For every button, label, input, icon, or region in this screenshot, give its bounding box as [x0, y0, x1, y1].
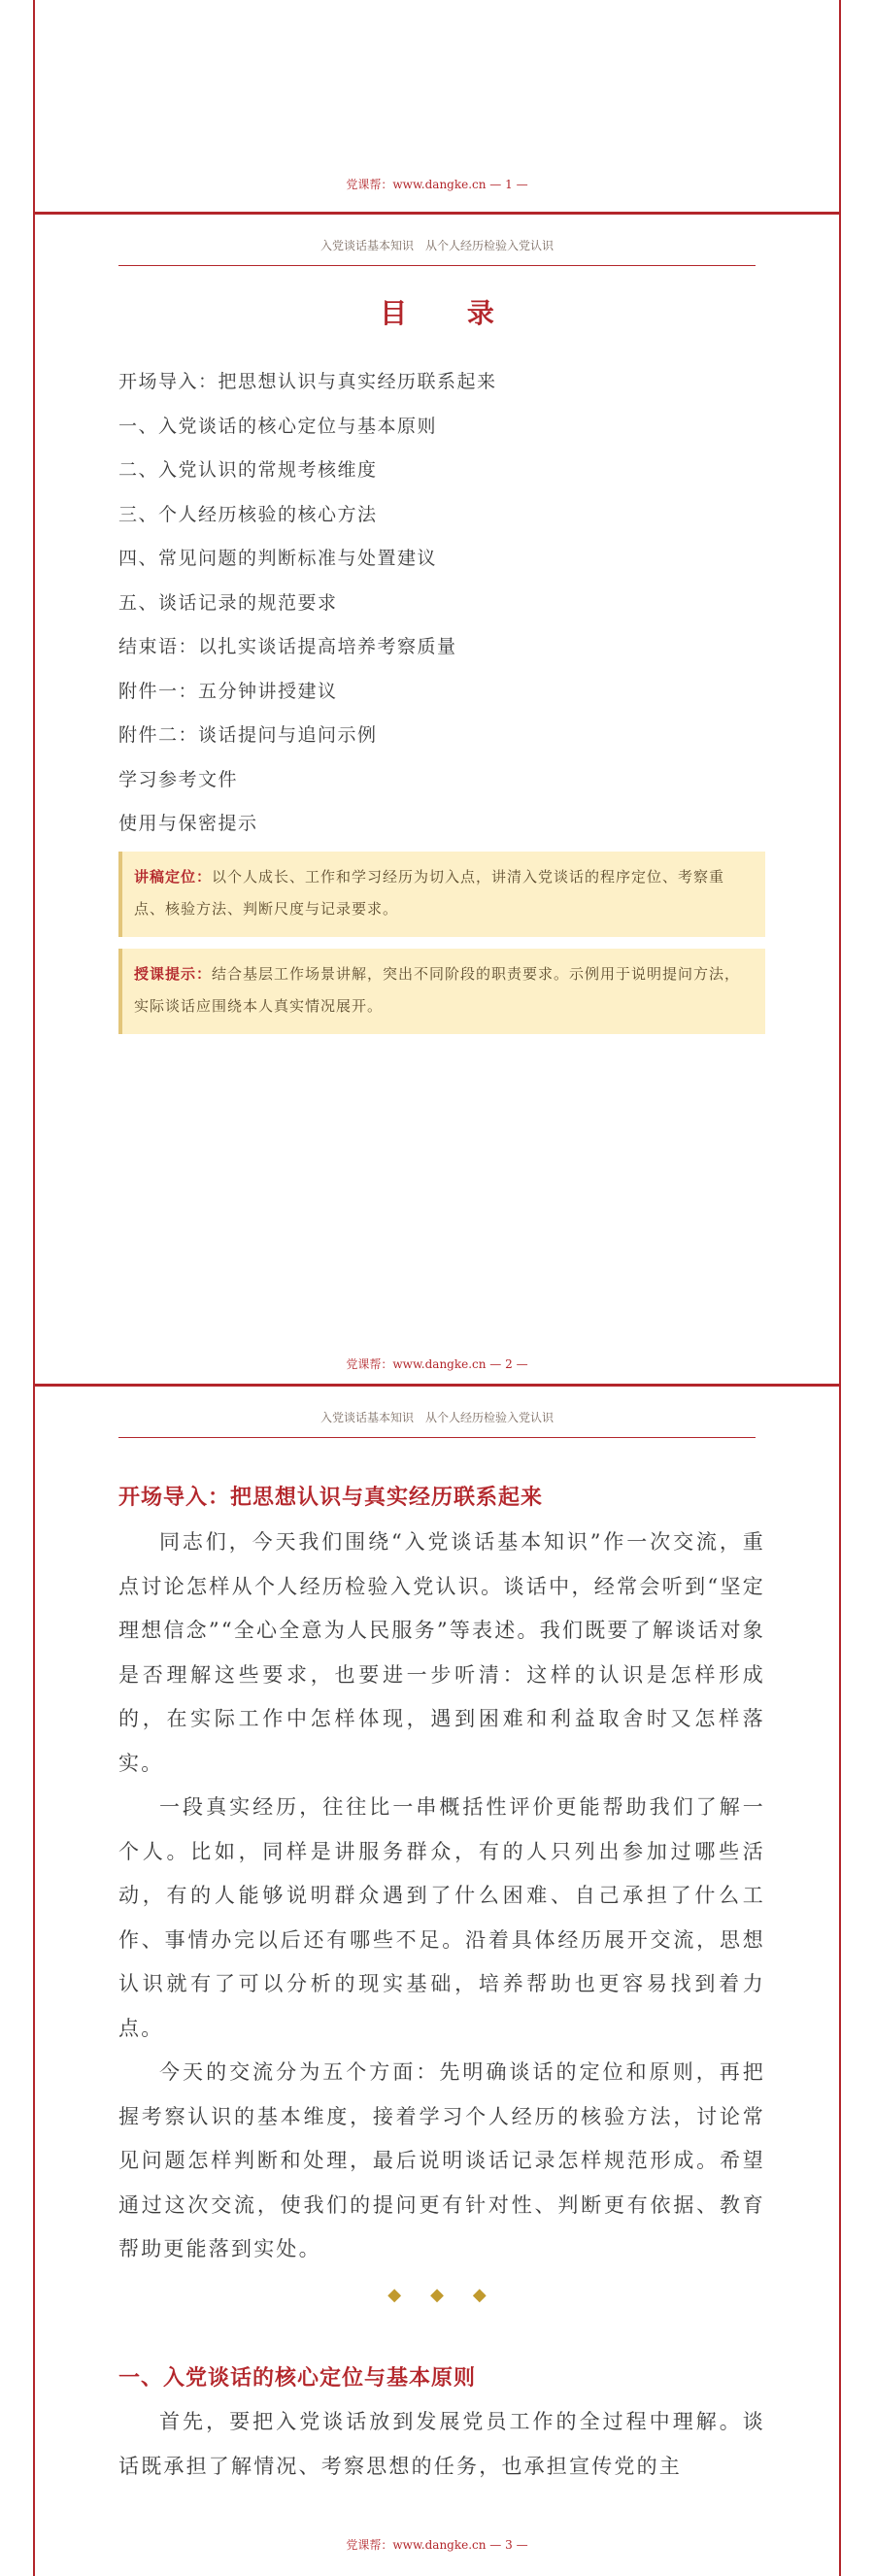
note-label: 授课提示： [134, 965, 213, 983]
paragraph: 首先，要把入党谈话放到发展党员工作的全过程中理解。谈话既承担了解情况、考察思想的任务，也承担宣传党的主 [118, 2410, 765, 2478]
toc-item[interactable]: 一、入党谈话的核心定位与基本原则 [118, 415, 438, 437]
note-text: 结合基层工作场景讲解，突出不同阶段的职责要求。示例用于说明提问方法，实际谈话应围绕本人真实情况展开。 [134, 965, 741, 1015]
toc-item[interactable]: 三、个人经历核验的核心方法 [118, 503, 378, 525]
toc-item[interactable]: 附件二：谈话提问与追问示例 [118, 724, 378, 746]
note-text: 以个人成长、工作和学习经历为切入点，讲清入党谈话的程序定位、考察重点、核验方法、判断尺度与记录要求。 [134, 868, 725, 918]
page-2 [33, 212, 841, 1384]
paragraph: 今天的交流分为五个方面：先明确谈话的定位和原则，再把握考察认识的基本维度，接着学习个人经历的核验方法，讨论常见问题怎样判断和处理，最后说明谈话记录怎样规范形成。希望通过这次交流，使我们的提问更有针对性、判断更有依据、教育帮助更能落到实处。 [118, 2060, 765, 2260]
toc-list [118, 360, 497, 847]
toc-item[interactable]: 二、入党认识的常规考核维度 [118, 459, 378, 481]
section-heading: 开场导入：把思想认识与真实经历联系起来 [118, 1485, 544, 1510]
positioning-note [118, 852, 765, 937]
body-text [118, 2400, 765, 2489]
toc-item[interactable]: 学习参考文件 [118, 768, 239, 790]
page-3 [33, 1384, 841, 2576]
page-1 [33, 0, 841, 212]
toc-item[interactable]: 结束语：以扎实谈话提高培养考察质量 [118, 636, 457, 657]
toc-title: 目 录 [380, 297, 520, 329]
toc-item[interactable]: 五、谈话记录的规范要求 [118, 591, 338, 614]
toc-item[interactable]: 使用与保密提示 [118, 813, 258, 834]
running-head: 入党谈话基本知识 从个人经历检验入党认识 [118, 237, 756, 266]
page-footer: 党课帮：www.dangke.cn — 1 — [346, 178, 528, 191]
toc-item[interactable]: 附件一：五分钟讲授建议 [118, 680, 338, 702]
paragraph: 同志们，今天我们围绕“入党谈话基本知识”作一次交流，重点讨论怎样从个人经历检验入党认识。谈话中，经常会听到“坚定理想信念”“全心全意为人民服务”等表述。我们既要了解谈话对象是否理解这些要求，也要进一步听清：这样的认识是怎样形成的，在实际工作中怎样体现，遇到困难和利益取舍时又怎样落实。 [118, 1530, 765, 1775]
toc-item[interactable]: 开场导入：把思想认识与真实经历联系起来 [118, 371, 497, 392]
note-label: 讲稿定位： [134, 868, 213, 886]
running-head: 入党谈话基本知识 从个人经历检验入党认识 [118, 1409, 756, 1438]
toc-item[interactable]: 四、常见问题的判断标准与处置建议 [118, 548, 438, 569]
teaching-tip-note [118, 949, 765, 1034]
page-footer: 党课帮：www.dangke.cn — 3 — [346, 2538, 528, 2552]
section-heading: 一、入党谈话的核心定位与基本原则 [118, 2365, 477, 2391]
page-footer: 党课帮：www.dangke.cn — 2 — [346, 1357, 528, 1371]
ornament-divider: ◆◆◆ [387, 2285, 516, 2305]
body-text [118, 1521, 765, 2272]
paragraph: 一段真实经历，往往比一串概括性评价更能帮助我们了解一个人。比如，同样是讲服务群众，有的人只列出参加过哪些活动，有的人能够说明群众遇到了什么困难、自己承担了什么工作、事情办完以后还有哪些不足。沿着具体经历展开交流，思想认识就有了可以分析的现实基础，培养帮助也更容易找到着力点。 [118, 1795, 765, 2040]
